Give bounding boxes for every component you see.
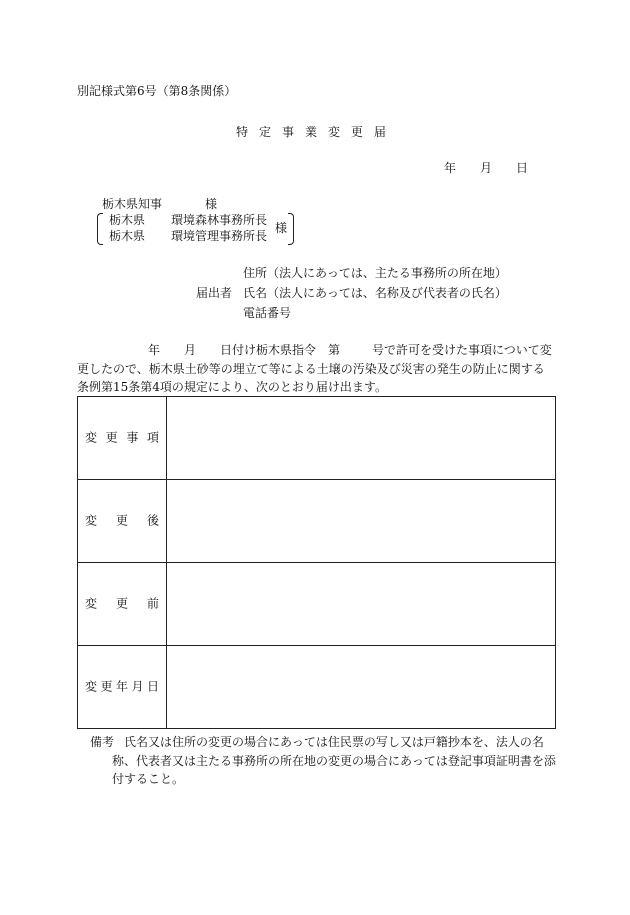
remarks-line1: 氏名又は住所の変更の場合にあっては住民票の写し又は戸籍抄本を、法人の名 [124, 735, 544, 749]
office1-prefecture: 栃木県 [109, 213, 146, 227]
row-label-char: 更 [115, 513, 128, 528]
document-title [236, 125, 386, 140]
row-label-char: 日 [146, 679, 159, 694]
row-label [85, 431, 159, 446]
row-label-char: 変 [85, 679, 98, 694]
body-year: 年 [148, 343, 161, 357]
table-row [78, 563, 556, 646]
row-value-cell[interactable] [167, 397, 556, 480]
change-table [77, 396, 556, 729]
row-label-char: 変 [85, 430, 98, 445]
notifier-address: 住所（法人にあっては、主たる事務所の所在地） [243, 266, 507, 280]
row-label [85, 514, 159, 529]
body-permit-ref: 日付け栃木県指令 第 [220, 343, 341, 357]
body-line3: 条例第15条第4項の規定により、次のとおり届け出ます。 [77, 380, 387, 394]
row-label-char: 事 [126, 430, 139, 445]
title-char: 届 [373, 125, 386, 139]
row-label-char: 更 [115, 596, 128, 611]
addressee-governor: 栃木県知事 [102, 197, 163, 211]
notifier-phone: 電話番号 [243, 306, 292, 320]
row-label-cell [78, 646, 167, 729]
row-label-cell [78, 563, 167, 646]
addressee-sama: 様 [205, 197, 218, 211]
body-line2: 更したので、栃木県土砂等の埋立て等による土壌の汚染及び災害の発生の防止に関する [77, 362, 545, 376]
open-bracket [97, 213, 103, 245]
row-label-cell [78, 480, 167, 563]
row-label-char: 月 [131, 679, 144, 694]
date-day-label: 日 [516, 161, 529, 175]
title-char: 業 [304, 125, 317, 139]
date-month-label: 月 [480, 161, 493, 175]
notifier-label: 届出者 [196, 286, 233, 300]
title-char: 事 [281, 125, 294, 139]
body-line1-end: 号で許可を受けた事項について変 [372, 343, 552, 357]
table-row [78, 480, 556, 563]
form-number: 別記様式第6号（第8条関係） [77, 84, 237, 98]
row-label-char: 後 [146, 513, 159, 528]
row-label-char: 項 [146, 430, 159, 445]
row-label-char: 変 [85, 596, 98, 611]
title-char: 更 [350, 125, 363, 139]
row-label [85, 597, 159, 612]
office2-name: 環境管理事務所長 [171, 229, 268, 243]
remarks-label: 備考 [90, 735, 115, 749]
body-month: 月 [184, 343, 197, 357]
remarks-line2: 称、代表者又は主たる事務所の所在地の変更の場合にあっては登記事項証明書を添 [112, 754, 556, 768]
remarks-line3: 付すること。 [112, 772, 185, 786]
row-label-char: 前 [146, 596, 159, 611]
table-row [78, 397, 556, 480]
row-value-cell[interactable] [167, 563, 556, 646]
addressee-sama-offices: 様 [275, 221, 288, 235]
row-label [85, 680, 159, 695]
row-label-char: 年 [115, 679, 128, 694]
row-label-char: 変 [85, 513, 98, 528]
row-label-char: 更 [105, 430, 118, 445]
row-label-char: 更 [100, 679, 113, 694]
notifier-name: 氏名（法人にあっては、名称及び代表者の氏名） [243, 286, 507, 300]
close-bracket [288, 213, 294, 245]
row-value-cell[interactable] [167, 646, 556, 729]
date-year-label: 年 [444, 161, 457, 175]
table-row [78, 646, 556, 729]
row-value-cell[interactable] [167, 480, 556, 563]
office2-prefecture: 栃木県 [109, 229, 146, 243]
title-char: 定 [258, 125, 271, 139]
title-char: 特 [236, 125, 249, 139]
office1-name: 環境森林事務所長 [171, 213, 268, 227]
title-char: 変 [327, 125, 340, 139]
row-label-cell [78, 397, 167, 480]
